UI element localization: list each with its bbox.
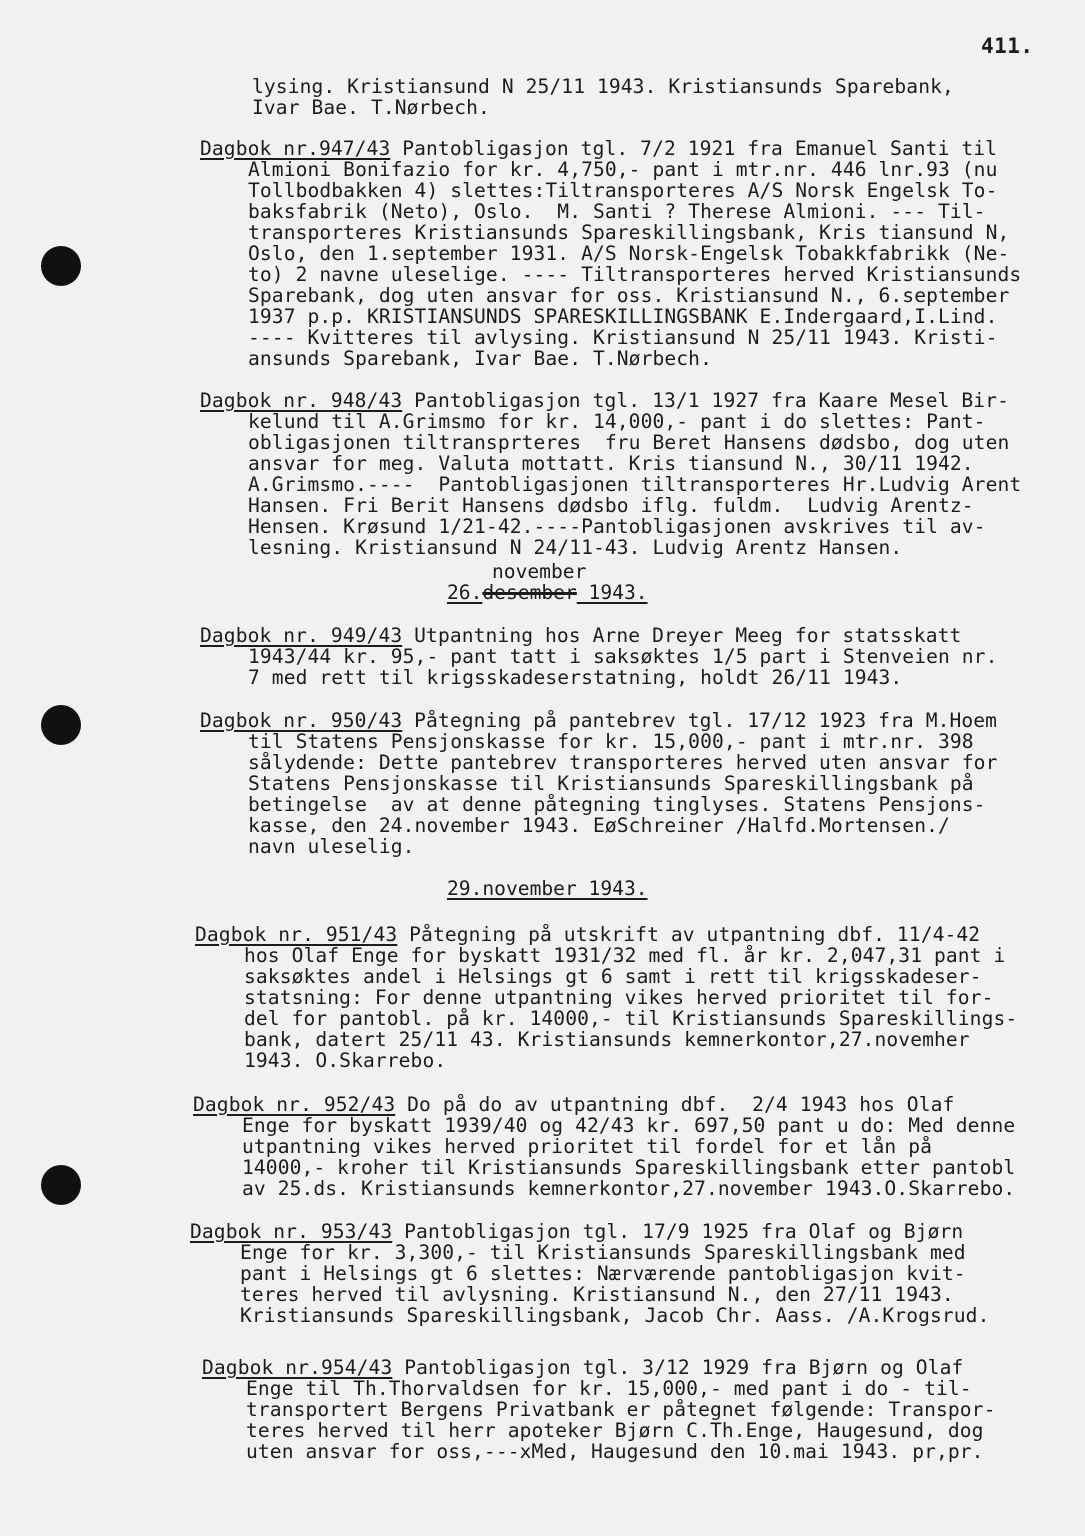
text-line: teres herved til herr apoteker Bjørn C.Th.Enge, Haugesund, dog — [246, 1419, 984, 1442]
text-line: ansunds Sparebank, Ivar Bae. T.Nørbech. — [248, 347, 712, 370]
entry-text: Påtegning på utskrift av utpantning dbf. 11/4-42 — [397, 923, 981, 946]
text-line: lesning. Kristiansund N 24/11-43. Ludvig Arentz Hansen. — [248, 536, 903, 559]
text-line: Enge for byskatt 1939/40 og 42/43 kr. 697,50 pant u do: Med denne — [242, 1114, 1016, 1137]
text-line: ---- Kvitteres til avlysing. Kristiansund N 25/11 1943. Kristi- — [248, 326, 998, 349]
text-line: Enge til Th.Thorvaldsen for kr. 15,000,- med pant i do - til- — [246, 1377, 972, 1400]
text-line: del for pantobl. på kr. 14000,- til Kristiansunds Spareskillings- — [244, 1007, 1018, 1030]
text-line: Sparebank, dog uten ansvar for oss. Kristiansund N., 6.september — [248, 284, 1010, 307]
entry-label: Dagbok nr. 950/43 — [200, 709, 403, 732]
entry-952-first-line — [193, 1094, 954, 1115]
entry-label: Dagbok nr. 952/43 — [193, 1093, 396, 1116]
text-line: av 25.ds. Kristiansunds kemnerkontor,27.november 1943.O.Skarrebo. — [242, 1177, 1016, 1200]
entry-text: Utpantning hos Arne Dreyer Meeg for statsskatt — [402, 624, 962, 647]
entry-text: Do på do av utpantning dbf. 2/4 1943 hos Olaf — [395, 1093, 955, 1116]
date-heading — [447, 582, 648, 603]
text-line: ansvar for meg. Valuta mottatt. Kris tiansund N., 30/11 1942. — [248, 452, 974, 475]
punch-hole — [41, 1165, 81, 1205]
entry-950-first-line — [200, 710, 997, 731]
text-line: Hansen. Fri Berit Hansens dødsbo iflg. fuldm. Ludvig Arentz- — [248, 494, 974, 517]
date-year: 1943. — [576, 581, 648, 604]
text-line: uten ansvar for oss,---xMed, Haugesund den 10.mai 1943. pr,pr. — [246, 1440, 984, 1463]
text-line: sålydende: Dette pantebrev transporteres herved uten ansvar for — [248, 751, 998, 774]
text-line: betingelse av at denne påtegning tinglyses. Statens Pensjons- — [248, 793, 986, 816]
text-line: statsning: For denne utpantning vikes herved prioritet til for- — [244, 986, 994, 1009]
text-line: bank, datert 25/11 43. Kristiansunds kemnerkontor,27.novemher — [244, 1028, 970, 1051]
text-line: 14000,- kroher til Kristiansunds Spareskillingsbank etter pantobl — [242, 1156, 1016, 1179]
text-line: transporteres Kristiansunds Spareskillingsbank, Kris tiansund N, — [248, 221, 1010, 244]
entry-954-first-line — [202, 1357, 963, 1378]
text-line: 1943/44 kr. 95,- pant tatt i saksøktes 1/5 part i Stenveien nr. — [248, 645, 998, 668]
entry-953-first-line — [190, 1221, 963, 1242]
text-line: saksøktes andel i Helsings gt 6 samt i rett til krigsskadeser- — [244, 965, 982, 988]
entry-text: Pantobligasjon tgl. 13/1 1927 fra Kaare Mesel Bir- — [402, 389, 1009, 412]
entry-label: Dagbok nr. 951/43 — [195, 923, 398, 946]
entry-948-first-line — [200, 390, 1009, 411]
entry-label: Dagbok nr. 953/43 — [190, 1220, 393, 1243]
entry-949-first-line — [200, 625, 961, 646]
punch-hole — [41, 705, 81, 745]
text-line: 1937 p.p. KRISTIANSUNDS SPARESKILLINGSBANK E.Indergaard,I.Lind. — [248, 305, 998, 328]
text-line: Kristiansunds Spareskillingsbank, Jacob Chr. Aass. /A.Krogsrud. — [240, 1304, 990, 1327]
text-line: transportert Bergens Privatbank er påtegnet følgende: Transpor- — [246, 1398, 996, 1421]
text-line: Statens Pensjonskasse til Kristiansunds Spareskillingsbank på — [248, 772, 974, 795]
text-line: 7 med rett til krigsskadeserstatning, holdt 26/11 1943. — [248, 666, 903, 689]
entry-label: Dagbok nr.947/43 — [200, 137, 391, 160]
text-line: Ivar Bae. T.Nørbech. — [252, 96, 490, 119]
entry-label: Dagbok nr.954/43 — [202, 1356, 393, 1379]
text-line: Enge for kr. 3,300,- til Kristiansunds Spareskillingsbank med — [240, 1241, 966, 1264]
text-line: obligasjonen tiltransprteres fru Beret Hansens dødsbo, dog uten — [248, 431, 1010, 454]
text-line: til Statens Pensjonskasse for kr. 15,000,- pant i mtr.nr. 398 — [248, 730, 974, 753]
text-line: Hensen. Krøsund 1/21-42.----Pantobligasjonen avskrives til av- — [248, 515, 986, 538]
date-day: 26. — [447, 581, 483, 604]
handwritten-correction: november — [492, 560, 587, 583]
text-line: lysing. Kristiansund N 25/11 1943. Kristiansunds Sparebank, — [252, 75, 954, 98]
text-line: to) 2 navne uleselige. ---- Tiltransporteres herved Kristiansunds — [248, 263, 1022, 286]
text-line: utpantning vikes herved prioritet til fordel for et lån på — [242, 1135, 932, 1158]
text-line: 1943. O.Skarrebo. — [244, 1049, 447, 1072]
date-heading: 29.november 1943. — [447, 877, 648, 900]
text-line: Tollbodbakken 4) slettes:Tiltransporteres A/S Norsk Engelsk To- — [248, 179, 998, 202]
text-line: Oslo, den 1.september 1931. A/S Norsk-Engelsk Tobakkfabrikk (Ne- — [248, 242, 1010, 265]
entry-text: Pantobligasjon tgl. 3/12 1929 fra Bjørn og Olaf — [392, 1356, 964, 1379]
struck-month: desember — [482, 581, 577, 604]
entry-947-first-line — [200, 138, 997, 159]
entry-text: Påtegning på pantebrev tgl. 17/12 1923 fra M.Hoem — [402, 709, 998, 732]
text-line: hos Olaf Enge for byskatt 1931/32 med fl. år kr. 2,047,31 pant i — [244, 944, 1006, 967]
text-line: kasse, den 24.november 1943. EøSchreiner /Halfd.Mortensen./ — [248, 814, 950, 837]
text-line: Almioni Bonifazio for kr. 4,750,- pant i mtr.nr. 446 lnr.93 (nu — [248, 158, 998, 181]
text-line: A.Grimsmo.---- Pantobligasjonen tiltransporteres Hr.Ludvig Arent — [248, 473, 1022, 496]
entry-text: Pantobligasjon tgl. 17/9 1925 fra Olaf og Bjørn — [392, 1220, 964, 1243]
text-line: kelund til A.Grimsmo for kr. 14,000,- pant i do slettes: Pant- — [248, 410, 986, 433]
text-line: teres herved til avlysning. Kristiansund N., den 27/11 1943. — [240, 1283, 954, 1306]
entry-951-first-line — [195, 924, 980, 945]
text-line: baksfabrik (Neto), Oslo. M. Santi ? Therese Almioni. --- Til- — [248, 200, 986, 223]
text-line: navn uleselig. — [248, 835, 415, 858]
page-number: 411. — [981, 34, 1034, 58]
punch-hole — [41, 246, 81, 286]
entry-label: Dagbok nr. 949/43 — [200, 624, 403, 647]
text-line: pant i Helsings gt 6 slettes: Nærværende pantobligasjon kvit- — [240, 1262, 966, 1285]
entry-text: Pantobligasjon tgl. 7/2 1921 fra Emanuel Santi til — [390, 137, 998, 160]
entry-label: Dagbok nr. 948/43 — [200, 389, 403, 412]
